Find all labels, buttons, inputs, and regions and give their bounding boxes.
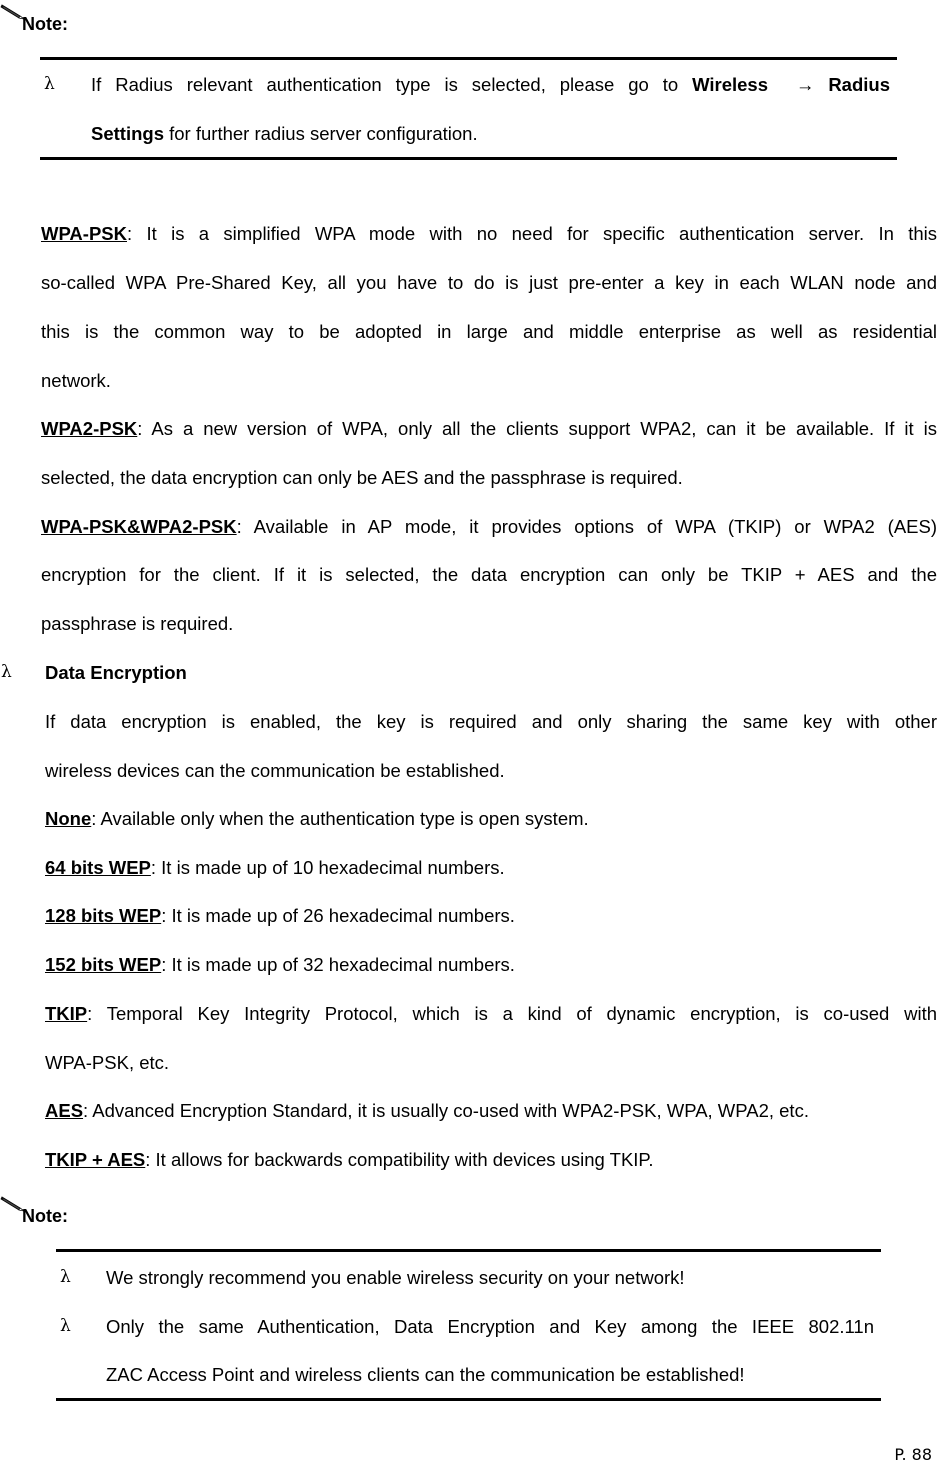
wpa2-psk-line2: selected, the data encryption can only be AES and the passphrase is required. (41, 467, 683, 488)
note-top-rule (40, 57, 897, 60)
note1-line2: Settings for further radius server configuration. (91, 123, 478, 144)
note-label: Note: (22, 14, 68, 34)
aes-definition: AES: Advanced Encryption Standard, it is usually co-used with WPA2-PSK, WPA, WPA2, etc. (45, 1100, 809, 1121)
wpa-mixed-line2: encryption for the client. If it is selected, the data encryption can only be TKIP + AES and the (41, 564, 937, 585)
note2-item2-line1: Only the same Authentication, Data Encryption and Key among the IEEE 802.11n (106, 1316, 874, 1337)
note2-item2-line2: ZAC Access Point and wireless clients can the communication be established! (106, 1364, 745, 1385)
encryption-intro-line2: wireless devices can the communication be established. (45, 760, 505, 781)
tkip-aes-definition: TKIP + AES: It allows for backwards compatibility with devices using TKIP. (45, 1149, 654, 1170)
bullet-icon: λ (44, 74, 55, 94)
note-bottom-rule (40, 157, 897, 160)
bullet-icon: λ (60, 1267, 71, 1287)
wpa-psk-line1: WPA-PSK: It is a simplified WPA mode with no need for specific authentication server. In this (41, 223, 937, 244)
page-number: P. 88 (894, 1445, 932, 1464)
note-bottom-rule (56, 1398, 881, 1401)
wpa-psk-line3: this is the common way to be adopted in large and middle enterprise as well as residential (41, 321, 937, 342)
tkip-definition-line1: TKIP: Temporal Key Integrity Protocol, which is a kind of dynamic encryption, is co-used with (45, 1003, 937, 1024)
note-label: Note: (22, 1206, 68, 1226)
encryption-intro-line1: If data encryption is enabled, the key is required and only sharing the same key with other (45, 711, 937, 732)
section-heading: Data Encryption (45, 662, 187, 683)
wpa2-psk-line1: WPA2-PSK: As a new version of WPA, only all the clients support WPA2, can it be available. If it is (41, 418, 937, 439)
wep152-definition: 152 bits WEP: It is made up of 32 hexadecimal numbers. (45, 954, 515, 975)
note1-line1: If Radius relevant authentication type is selected, please go to Wireless → Radius (91, 74, 890, 95)
wpa-mixed-line1: WPA-PSK&WPA2-PSK: Available in AP mode, it provides options of WPA (TKIP) or WPA2 (AES) (41, 516, 937, 537)
bullet-icon: λ (1, 662, 12, 682)
note-top-rule (56, 1249, 881, 1252)
none-definition: None: Available only when the authentication type is open system. (45, 808, 589, 829)
wep64-definition: 64 bits WEP: It is made up of 10 hexadecimal numbers. (45, 857, 505, 878)
tkip-definition-line2: WPA-PSK, etc. (45, 1052, 170, 1073)
bullet-icon: λ (60, 1316, 71, 1336)
wep128-definition: 128 bits WEP: It is made up of 26 hexadecimal numbers. (45, 905, 515, 926)
wpa-mixed-line3: passphrase is required. (41, 613, 234, 634)
arrow-right-icon: → (795, 74, 815, 95)
note2-item1: We strongly recommend you enable wireless security on your network! (106, 1267, 685, 1288)
wpa-psk-line4: network. (41, 370, 111, 391)
wpa-psk-line2: so-called WPA Pre-Shared Key, all you have to do is just pre-enter a key in each WLAN node and (41, 272, 937, 293)
